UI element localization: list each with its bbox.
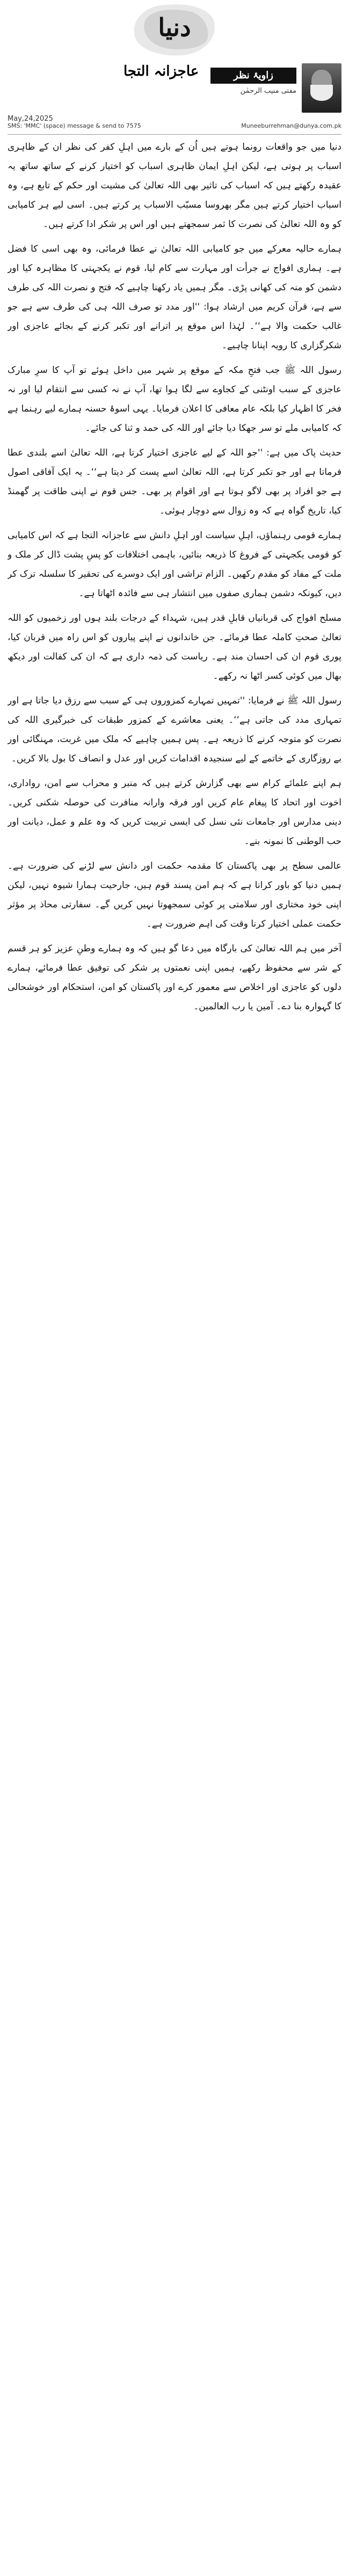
masthead (0, 0, 349, 60)
article-paragraph: حدیث پاک میں ہے: ''جو اللہ کے لیے عاجزی اختیار کرتا ہے، اللہ تعالیٰ اسے بلندی عطا فرماتا ہے اور جو تکبر کرتا ہے، اللہ تعالیٰ اسے پست کر دیتا ہے‘‘۔ یہ ایک آفاقی اصول ہے جو افراد پر بھی لاگو ہوتا ہے اور اقوام پر بھی۔ جس قوم نے اپنی طاقت پر گھمنڈ کیا، تاریخ گواہ ہے کہ وہ زوال سے دوچار ہوئی۔ (8, 447, 341, 516)
article-paragraph: عالمی سطح پر بھی پاکستان کا مقدمہ حکمت اور دانش سے لڑنے کی ضرورت ہے۔ ہمیں دنیا کو باور کرانا ہے کہ ہم امن پسند قوم ہیں، جارحیت ہمارا شیوہ نہیں، لیکن اپنی خود مختاری اور سلامتی پر کوئی سمجھوتا نہیں کریں گے۔ سفارتی محاذ پر مؤثر حکمت عملی اختیار کرنا وقت کی اہم ضرورت ہے۔ (8, 861, 341, 929)
author-photo (302, 63, 341, 113)
author-email: Muneeburrehman@dunya.com.pk (241, 122, 341, 129)
author-beard (310, 85, 333, 101)
article-paragraph: رسول اللہ ﷺ نے فرمایا: ''تمہیں تمہارے کمزوروں ہی کے سبب سے رزق دیا جاتا ہے اور تمہاری مدد کی جاتی ہے‘‘۔ یعنی معاشرے کے کمزور طبقات کی خبرگیری اللہ کی نصرت کو متوجہ کرنے کا ذریعہ ہے۔ پس ہمیں چاہیے کہ ملک میں غربت، مہنگائی اور بے روزگاری کے خاتمے کے لیے سنجیدہ اقدامات کریں اور عدل و انصاف کا بول بالا کریں۔ (8, 695, 341, 764)
article-paragraph: دنیا میں جو واقعات رونما ہوتے ہیں اُن کے بارے میں اہلِ کفر کی نظر ان کے ظاہری اسباب پر ہوتی ہے، لیکن اہلِ ایمان ظاہری اسباب کو اختیار کرنے کے ساتھ ساتھ یہ عقیدہ رکھتے ہیں کہ اسباب کی تاثیر بھی اللہ تعالیٰ کی مشیت اور حکم کے تابع ہے، وہ اسباب اختیار کرتے ہیں مگر بھروسا مسبّب الاسباب پر کرتے ہیں۔ اسی لیے ہر کامیابی کو وہ اللہ تعالیٰ کی نصرت کا ثمر سمجھتے ہیں اور اس پر شکر ادا کرتے ہیں۔ (8, 142, 341, 230)
article-body (8, 137, 341, 2563)
article-paragraph: ہم اپنے علمائے کرام سے بھی گزارش کرتے ہیں کہ منبر و محراب سے امن، رواداری، اخوت اور اتحاد کا پیغام عام کریں اور فرقہ وارانہ منافرت کی حوصلہ شکنی کریں۔ دینی مدارس اور جامعات نئی نسل کی ایسی تربیت کریں کہ وہ علم و عمل، دیانت اور حب الوطنی کا نمونہ بنے۔ (8, 778, 341, 847)
article-paragraph: ہمارے قومی رہنماؤں، اہلِ سیاست اور اہلِ دانش سے عاجزانہ التجا ہے کہ اس کامیابی کو قومی یکجہتی کے فروغ کا ذریعہ بنائیں، باہمی اختلافات کو پسِ پشت ڈال کر ملک و ملت کے مفاد کو مقدم رکھیں۔ الزام تراشی اور ایک دوسرے کی تحقیر کا سلسلہ ترک کر دیں، کیونکہ دشمن ہماری صفوں میں انتشار ہی سے فائدہ اٹھاتا ہے۔ (8, 530, 341, 599)
article-paragraph: مسلح افواج کی قربانیاں قابلِ قدر ہیں، شہداء کے درجات بلند ہوں اور زخمیوں کو اللہ تعالیٰ صحتِ کاملہ عطا فرمائے۔ جن خاندانوں نے اپنے پیاروں کو اس راہ میں قربان کیا، پوری قوم ان کی احسان مند ہے۔ ریاست کی ذمہ داری ہے کہ ان کی کفالت اور دیکھ بھال میں کوئی کسر اٹھا نہ رکھے۔ (8, 613, 341, 681)
article-paragraph: ہمارے حالیہ معرکے میں جو کامیابی اللہ تعالیٰ نے عطا فرمائی، وہ بھی اسی کا فضل ہے۔ ہماری افواج نے جرأت اور مہارت سے کام لیا، قوم نے یکجہتی کا مظاہرہ کیا اور دشمن کو منہ کی کھانی پڑی۔ مگر ہمیں یاد رکھنا چاہیے کہ فتح و نصرت اللہ کی طرف سے ہے، قرآن کریم میں ارشاد ہوا: ''اور مدد تو صرف اللہ ہی کی طرف سے ہے جو غالب حکمت والا ہے‘‘۔ لہٰذا اس موقع پر اترانے اور تکبر کرنے کے بجائے عاجزی اور شکرگزاری کا رویہ اپنانا چاہیے۔ (8, 244, 341, 351)
column-name-banner: زاویۂ نظر (210, 68, 296, 84)
sms-instructions: SMS: 'MMC' (space) message & send to 7575 (8, 122, 141, 129)
article-paragraph: رسول اللہ ﷺ جب فتحِ مکہ کے موقع پر شہر میں داخل ہوئے تو آپ کا سرِ مبارک عاجزی کے سبب اونٹنی کے کجاوے سے لگا ہوا تھا، آپ نے نہ کسی سے انتقام لیا اور نہ فخر کا اظہار کیا بلکہ عام معافی کا اعلان فرمایا۔ یہی اسوۂ حسنہ ہمارے لیے رہنما ہے کہ کامیابی ملے تو سر جھکا دیا جائے اور اللہ کی حمد و ثنا کی جائے۔ (8, 365, 341, 434)
author-name: مفتی منیب الرحمٰن (240, 87, 296, 95)
newspaper-logo (134, 4, 215, 56)
header-divider (8, 134, 341, 135)
article-paragraph: آخر میں ہم اللہ تعالیٰ کی بارگاہ میں دعا گو ہیں کہ وہ ہمارے وطنِ عزیز کو ہر قسم کے شر سے محفوظ رکھے، ہمیں اپنی نعمتوں پر شکر کی توفیق عطا فرمائے، ہمارے دلوں کو عاجزی اور اخلاص سے معمور کرے اور پاکستان کو امن، استحکام اور خوشحالی کا گہوارہ بنا دے۔ آمین یا رب العالمین۔ (8, 943, 341, 1012)
contact-line (8, 120, 341, 132)
article-headline: عاجزانہ التجا (123, 63, 199, 79)
publish-date: May,24,2025 (8, 115, 53, 123)
logo-text: دنیا (158, 13, 191, 42)
